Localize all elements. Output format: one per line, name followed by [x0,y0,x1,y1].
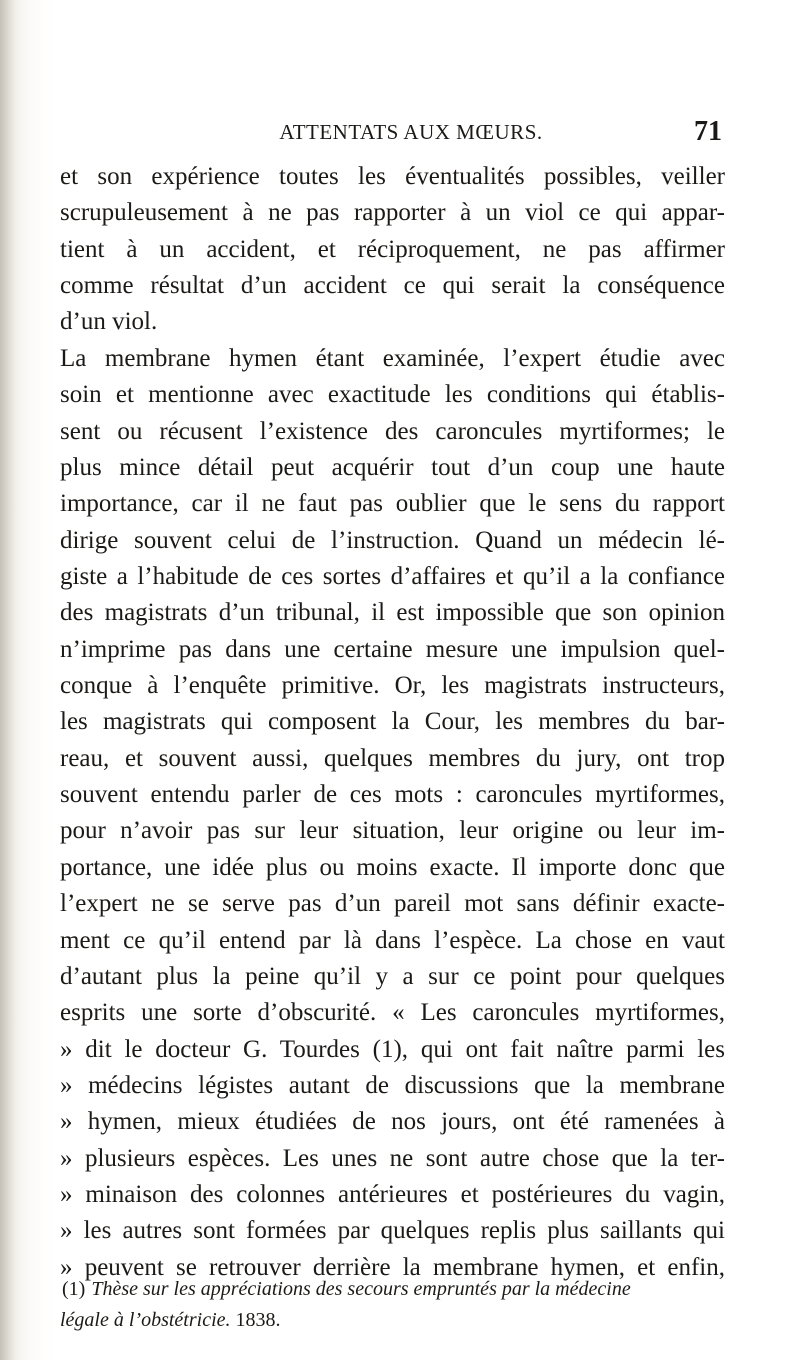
footnote-title-part2: légale à l’obstétricie. [60,1309,231,1331]
footnote-line [60,1274,725,1305]
text-line: d’autant plus la peine qu’il y a sur ce point pour quelques [60,962,725,990]
page-number: 71 [694,116,722,147]
text-line: » les autres sont formées par quelques replis plus saillants qui [60,1217,725,1245]
text-line: tient à un accident, et réciproquement, ne pas affirmer [60,235,725,263]
text-line: plus mince détail peut acquérir tout d’un coup une haute [60,453,725,481]
text-line: esprits une sorte d’obscurité. « Les caroncules myrtiformes, [60,999,725,1027]
footnote-mark: (1) [62,1278,86,1300]
text-line: des magistrats d’un tribunal, il est impossible que son opinion [60,599,725,627]
text-line: soin et mentionne avec exactitude les conditions qui établis- [60,381,725,409]
text-line: et son expérience toutes les éventualités possibles, veiller [60,163,725,190]
text-line: l’expert ne se serve pas d’un pareil mot sans définir exacte- [60,890,725,918]
text-line: scrupuleusement à ne pas rapporter à un viol ce qui appar- [60,199,725,227]
text-line: » minaison des colonnes antérieures et postérieures du vagin, [60,1181,725,1209]
text-line: portance, une idée plus ou moins exacte. Il importe donc que [60,853,725,881]
text-line: comme résultat d’un accident ce qui serait la conséquence [60,272,725,300]
text-line: d’un viol. [60,308,158,336]
text-line: » plusieurs espèces. Les unes ne sont autre chose que la ter- [60,1144,725,1172]
text-line: les magistrats qui composent la Cour, les membres du bar- [60,708,725,736]
footnote [60,1274,725,1336]
text-line: sent ou récusent l’existence des caroncules myrtiformes; le [60,417,725,445]
text-line: souvent entendu parler de ces mots : caroncules myrtiformes, [60,781,725,809]
text-line: » médecins légistes autant de discussions que la membrane [60,1071,725,1099]
running-title: ATTENTATS AUX MŒURS. [279,120,543,144]
body-text [60,159,725,1286]
text-line: ment ce qu’il entend par là dans l’espèce. La chose en vaut [60,926,725,954]
text-line: reau, et souvent aussi, quelques membres du jury, ont trop [60,744,725,772]
text-line: La membrane hymen étant examinée, l’expert étudie avec [60,344,725,372]
footnote-line [60,1305,725,1336]
text-line: » hymen, mieux étudiées de nos jours, ont été ramenées à [60,1108,725,1136]
text-line: » peuvent se retrouver derrière la membrane hymen, et enfin, [60,1253,725,1281]
text-line: importance, car il ne faut pas oublier que le sens du rapport [60,490,725,518]
text-line: giste a l’habitude de ces sortes d’affaires et qu’il a la confiance [60,562,725,590]
running-header [100,116,722,146]
text-line: n’imprime pas dans une certaine mesure une impulsion quel- [60,635,725,663]
text-line: » dit le docteur G. Tourdes (1), qui ont fait naître parmi les [60,1035,725,1063]
text-line: pour n’avoir pas sur leur situation, leur origine ou leur im- [60,817,725,845]
footnote-title-part1: Thèse sur les appréciations des secours empruntés par la médecine [91,1278,631,1300]
footnote-year: 1838. [235,1309,281,1331]
text-line: conque à l’enquête primitive. Or, les magistrats instructeurs, [60,672,725,700]
text-line: dirige souvent celui de l’instruction. Quand un médecin lé- [60,526,725,554]
